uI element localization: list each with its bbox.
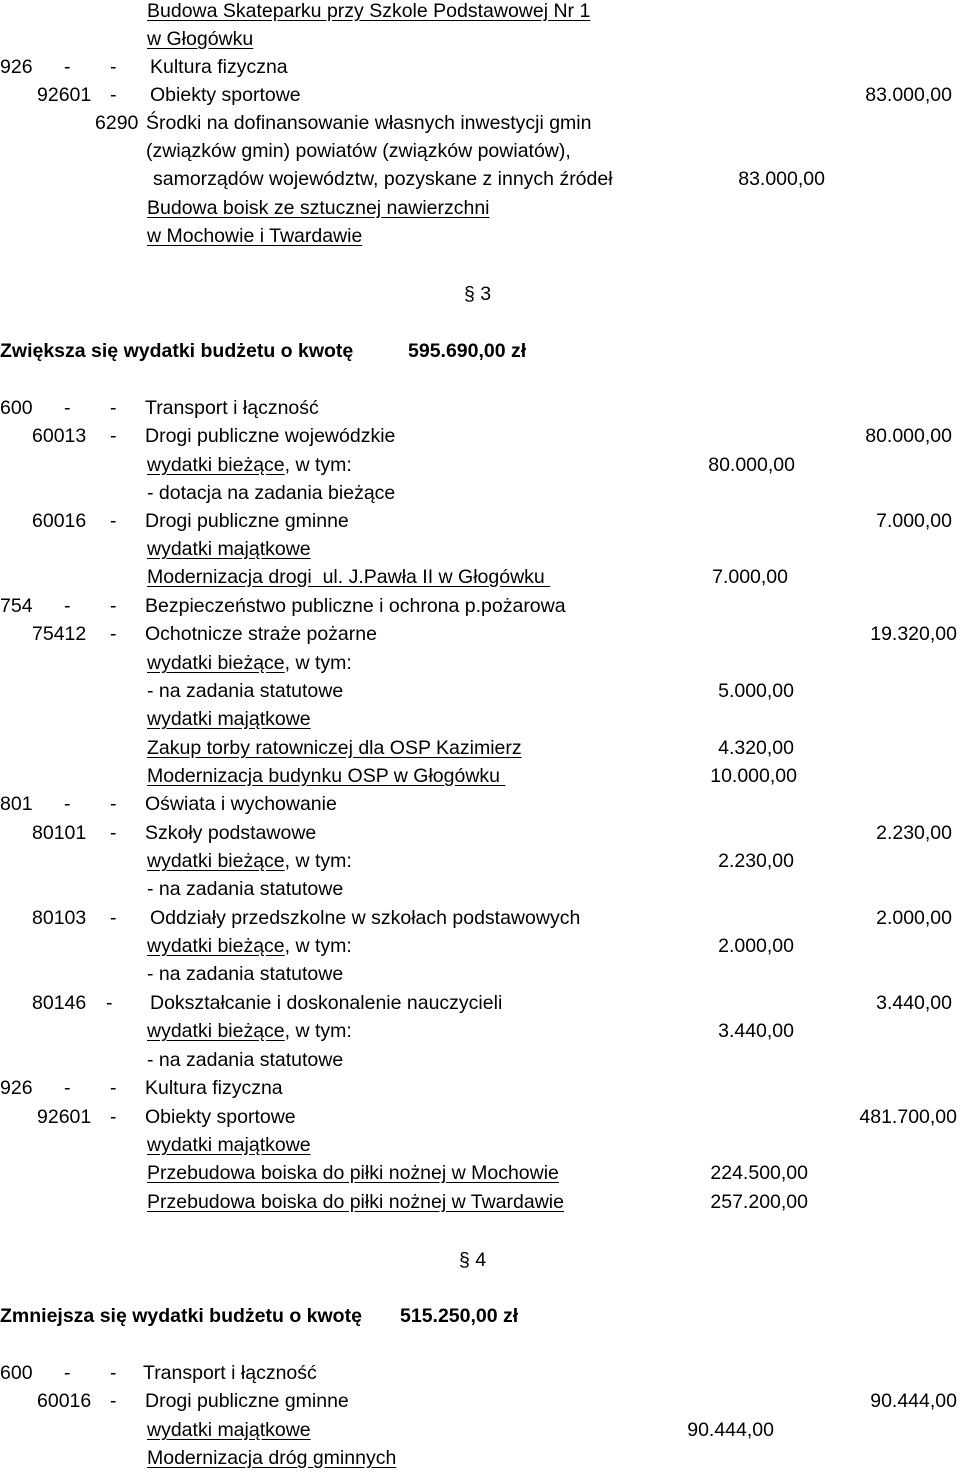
paragraph-code: 6290 [95,112,139,134]
current-expenses-amount: 2.000,00 [718,935,794,957]
chapter-code: 80146 [32,992,87,1014]
task-line2: w Mochowie i Twardawie [147,225,363,247]
division-code: 926 [0,1077,33,1099]
section-heading: § 4 [459,1249,487,1271]
current-expenses-line [147,654,352,674]
division-label: Kultura fizyczna [150,56,288,78]
dash: - [110,56,117,78]
dash: - [64,56,71,78]
paragraph-line1: Środki na dofinansowanie własnych inwestycji gmin [146,112,592,134]
paragraph-amount: 83.000,00 [738,168,825,190]
division-label: Oświata i wychowanie [145,793,337,815]
chapter-amount: 90.444,00 [870,1390,957,1412]
division-code: 926 [0,56,33,78]
chapter-amount: 2.230,00 [876,822,952,844]
decrease-label: Zmniejsza się wydatki budżetu o kwotę [0,1305,362,1327]
current-expenses-suffix: , w tym: [284,454,352,476]
capital-expenses-label: wydatki majątkowe [147,538,311,560]
dash: - [106,992,113,1014]
current-expenses-suffix: , w tym: [284,1020,352,1042]
task-amount: 10.000,00 [710,765,797,787]
division-label: Bezpieczeństwo publiczne i ochrona p.pożarowa [145,595,566,617]
dash: - [110,1077,117,1099]
chapter-label: Drogi publiczne gminne [145,510,349,532]
chapter-amount: 19.320,00 [870,623,957,645]
section-heading: § 3 [464,283,492,305]
chapter-label: Oddziały przedszkolne w szkołach podstawowych [150,907,581,929]
chapter-amount: 7.000,00 [876,510,952,532]
current-expenses-label: wydatki bieżące [147,652,285,674]
task-amount: 4.320,00 [718,737,794,759]
dash: - [110,425,117,447]
chapter-amount: 83.000,00 [865,84,952,106]
division-label: Transport i łączność [145,397,319,419]
current-expenses-line [147,1022,352,1042]
chapter-code: 92601 [37,84,92,106]
chapter-amount: 3.440,00 [876,992,952,1014]
increase-amount: 595.690,00 zł [408,340,527,362]
chapter-code: 60016 [37,1390,92,1412]
statutory-line: - na zadania statutowe [147,1049,344,1071]
dash: - [110,1390,117,1412]
division-label: Kultura fizyczna [145,1077,283,1099]
current-expenses-suffix: , w tym: [284,652,352,674]
task-label: Przebudowa boiska do piłki nożnej w Twardawie [147,1191,564,1213]
chapter-label: Dokształcanie i doskonalenie nauczycieli [150,992,503,1014]
task-label: Zakup torby ratowniczej dla OSP Kazimierz [147,737,522,759]
dash: - [110,397,117,419]
chapter-code: 80101 [32,822,87,844]
chapter-code: 60013 [32,425,87,447]
chapter-amount: 80.000,00 [865,425,952,447]
task-title-line1: Budowa Skateparku przy Szkole Podstawowej Nr 1 [147,0,591,22]
dash: - [110,84,117,106]
dash: - [110,1106,117,1128]
grant-line: - dotacja na zadania bieżące [147,482,396,504]
division-code: 600 [0,1362,33,1384]
chapter-amount: 2.000,00 [876,907,952,929]
division-label: Transport i łączność [143,1362,317,1384]
task-title-line2: w Głogówku [147,28,254,50]
dash: - [110,907,117,929]
dash: - [64,595,71,617]
task-label: Modernizacja budynku OSP w Głogówku [147,765,506,787]
current-expenses-line [147,852,352,872]
chapter-code: 75412 [32,623,87,645]
dash: - [110,1362,117,1384]
dash: - [64,397,71,419]
current-expenses-label: wydatki bieżące [147,1020,285,1042]
division-code: 801 [0,793,33,815]
capital-expenses-label: wydatki majątkowe [147,1134,311,1156]
dash: - [64,793,71,815]
task-amount: 257.200,00 [710,1191,808,1213]
statutory-line: - na zadania statutowe [147,680,344,702]
division-code: 600 [0,397,33,419]
capital-expenses-label: wydatki majątkowe [147,708,311,730]
capital-expenses-label: wydatki majątkowe [147,1419,311,1441]
current-expenses-line [147,456,352,476]
task-label: Przebudowa boiska do piłki nożnej w Mochowie [147,1162,559,1184]
task-label: Modernizacja dróg gminnych [147,1447,397,1469]
paragraph-line3: samorządów województw, pozyskane z innych źródeł [153,168,613,190]
dash: - [110,822,117,844]
chapter-label: Drogi publiczne wojewódzkie [145,425,396,447]
current-expenses-label: wydatki bieżące [147,850,285,872]
task-amount: 224.500,00 [710,1162,808,1184]
chapter-amount: 481.700,00 [859,1106,957,1128]
task-label: Modernizacja drogi ul. J.Pawła II w Głogówku [147,566,551,588]
current-expenses-label: wydatki bieżące [147,935,285,957]
division-code: 754 [0,595,33,617]
dash: - [110,510,117,532]
task-line1: Budowa boisk ze sztucznej nawierzchni [147,197,490,219]
statutory-line: - na zadania statutowe [147,878,344,900]
current-expenses-amount: 2.230,00 [718,850,794,872]
chapter-label: Obiekty sportowe [145,1106,296,1128]
statutory-amount: 5.000,00 [718,680,794,702]
decrease-amount: 515.250,00 zł [400,1305,519,1327]
dash: - [64,1077,71,1099]
current-expenses-line [147,937,352,957]
increase-label: Zwiększa się wydatki budżetu o kwotę [0,340,354,362]
current-expenses-amount: 3.440,00 [718,1020,794,1042]
dash: - [64,1362,71,1384]
statutory-line: - na zadania statutowe [147,963,344,985]
chapter-code: 80103 [32,907,87,929]
dash: - [110,623,117,645]
chapter-label: Szkoły podstawowe [145,822,317,844]
chapter-label: Obiekty sportowe [150,84,301,106]
chapter-code: 92601 [37,1106,92,1128]
current-expenses-label: wydatki bieżące [147,454,285,476]
current-expenses-amount: 80.000,00 [708,454,795,476]
chapter-label: Drogi publiczne gminne [145,1390,349,1412]
chapter-code: 60016 [32,510,87,532]
chapter-label: Ochotnicze straże pożarne [145,623,377,645]
task-amount: 7.000,00 [712,566,788,588]
current-expenses-suffix: , w tym: [284,850,352,872]
current-expenses-suffix: , w tym: [284,935,352,957]
dash: - [110,793,117,815]
paragraph-line2: (związków gmin) powiatów (związków powiatów), [146,140,571,162]
dash: - [110,595,117,617]
capital-expenses-amount: 90.444,00 [687,1419,774,1441]
